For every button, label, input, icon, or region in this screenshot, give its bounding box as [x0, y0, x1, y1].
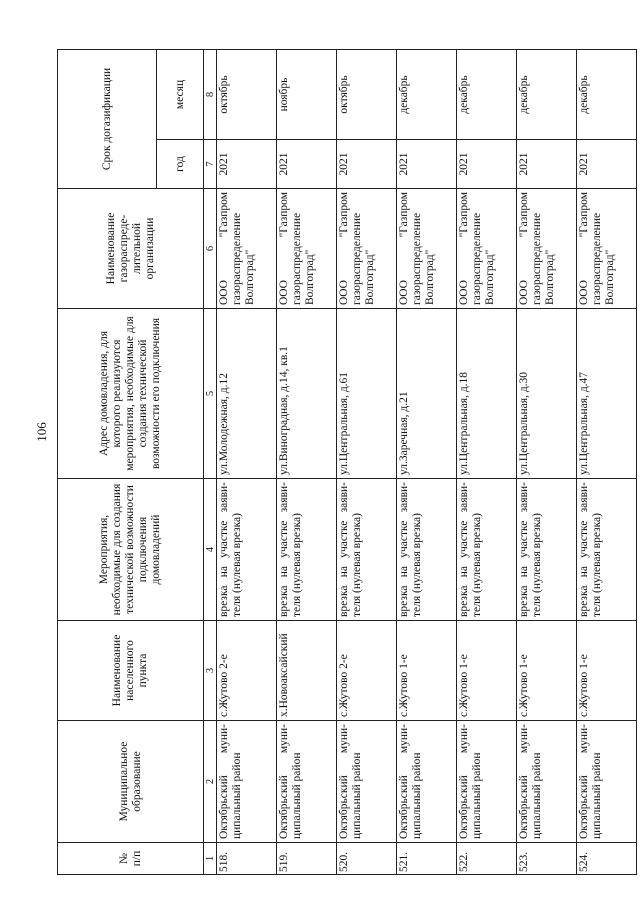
- municipality-cell: Октябрьский муни-ципальный район: [457, 721, 517, 843]
- address-cell: ул.Заречная, д.21: [397, 309, 457, 479]
- rotated-table-container: [57, 50, 616, 875]
- header-municipality: Муниципальное образование: [58, 721, 204, 843]
- header-number: № п/п: [58, 843, 204, 875]
- settlement-cell: х.Новоаксайский: [277, 621, 337, 721]
- year-cell: 2021: [277, 140, 337, 189]
- table-row: [397, 50, 457, 875]
- gasification-table: [57, 49, 637, 875]
- measures-cell: врезка на участке заяви-теля (нулевая врезка): [337, 479, 397, 621]
- header-month: месяц: [157, 50, 204, 140]
- table-row: [277, 50, 337, 875]
- header-organization: Наименование газораспреде-лительной организации: [58, 189, 204, 309]
- municipality-cell: Октябрьский муни-ципальный район: [217, 721, 277, 843]
- table-row: [457, 50, 517, 875]
- measures-cell: врезка на участке заяви-теля (нулевая врезка): [217, 479, 277, 621]
- column-number: 6: [204, 189, 217, 309]
- table-row: [337, 50, 397, 875]
- row-number: 524.: [577, 843, 637, 875]
- address-cell: ул.Молодежная, д.12: [217, 309, 277, 479]
- settlement-cell: с.Жутово 1-е: [577, 621, 637, 721]
- address-cell: ул.Центральная, д.30: [517, 309, 577, 479]
- column-number: 7: [204, 140, 217, 189]
- address-cell: ул.Центральная, д.47: [577, 309, 637, 479]
- month-cell: декабрь: [457, 50, 517, 140]
- address-cell: ул.Центральная, д.61: [337, 309, 397, 479]
- year-cell: 2021: [577, 140, 637, 189]
- year-cell: 2021: [217, 140, 277, 189]
- municipality-cell: Октябрьский муни-ципальный район: [577, 721, 637, 843]
- measures-cell: врезка на участке заяви-теля (нулевая врезка): [517, 479, 577, 621]
- table-row: [577, 50, 637, 875]
- column-number: 4: [204, 479, 217, 621]
- organization-cell: ООО "Газпром газораспределение Волгоград": [397, 189, 457, 309]
- month-cell: октябрь: [337, 50, 397, 140]
- column-number: 8: [204, 50, 217, 140]
- month-cell: октябрь: [217, 50, 277, 140]
- organization-cell: ООО "Газпром газораспределение Волгоград": [277, 189, 337, 309]
- measures-cell: врезка на участке заяви-теля (нулевая врезка): [457, 479, 517, 621]
- municipality-cell: Октябрьский муни-ципальный район: [517, 721, 577, 843]
- measures-cell: врезка на участке заяви-теля (нулевая врезка): [577, 479, 637, 621]
- year-cell: 2021: [397, 140, 457, 189]
- year-cell: 2021: [337, 140, 397, 189]
- header-gasification-term: Срок догазификации: [58, 50, 157, 189]
- organization-cell: ООО "Газпром газораспределение Волгоград": [517, 189, 577, 309]
- header-settlement: Наименование населенного пункта: [58, 621, 204, 721]
- header-address: Адрес домовладения, для которого реализуются мероприятия, необходимые для создания технической возможности его подключения: [58, 309, 204, 479]
- measures-cell: врезка на участке заяви-теля (нулевая врезка): [277, 479, 337, 621]
- month-cell: декабрь: [577, 50, 637, 140]
- column-number: 1: [204, 843, 217, 875]
- municipality-cell: Октябрьский муни-ципальный район: [277, 721, 337, 843]
- municipality-cell: Октябрьский муни-ципальный район: [337, 721, 397, 843]
- settlement-cell: с.Жутово 2-е: [337, 621, 397, 721]
- row-number: 521.: [397, 843, 457, 875]
- page-number: 106: [34, 422, 49, 442]
- month-cell: декабрь: [397, 50, 457, 140]
- measures-cell: врезка на участке заяви-теля (нулевая врезка): [397, 479, 457, 621]
- month-cell: ноябрь: [277, 50, 337, 140]
- column-number: 2: [204, 721, 217, 843]
- row-number: 523.: [517, 843, 577, 875]
- table-row: [217, 50, 277, 875]
- row-number: 519.: [277, 843, 337, 875]
- header-year: год: [157, 140, 204, 189]
- organization-cell: ООО "Газпром газораспределение Волгоград": [337, 189, 397, 309]
- month-cell: декабрь: [517, 50, 577, 140]
- column-number: 5: [204, 309, 217, 479]
- year-cell: 2021: [517, 140, 577, 189]
- settlement-cell: с.Жутово 2-е: [217, 621, 277, 721]
- settlement-cell: с.Жутово 1-е: [397, 621, 457, 721]
- year-cell: 2021: [457, 140, 517, 189]
- row-number: 522.: [457, 843, 517, 875]
- organization-cell: ООО "Газпром газораспределение Волгоград": [577, 189, 637, 309]
- row-number: 520.: [337, 843, 397, 875]
- table-row: [517, 50, 577, 875]
- header-measures: Мероприятия, необходимые для создания технической возможности подключения домовладений: [58, 479, 204, 621]
- municipality-cell: Октябрьский муни-ципальный район: [397, 721, 457, 843]
- settlement-cell: с.Жутово 1-е: [517, 621, 577, 721]
- settlement-cell: с.Жутово 1-е: [457, 621, 517, 721]
- column-number: 3: [204, 621, 217, 721]
- row-number: 518.: [217, 843, 277, 875]
- organization-cell: ООО "Газпром газораспределение Волгоград": [457, 189, 517, 309]
- address-cell: ул.Центральная, д.18: [457, 309, 517, 479]
- organization-cell: ООО "Газпром газораспределение Волгоград": [217, 189, 277, 309]
- address-cell: ул.Виноградная, д.14, кв.1: [277, 309, 337, 479]
